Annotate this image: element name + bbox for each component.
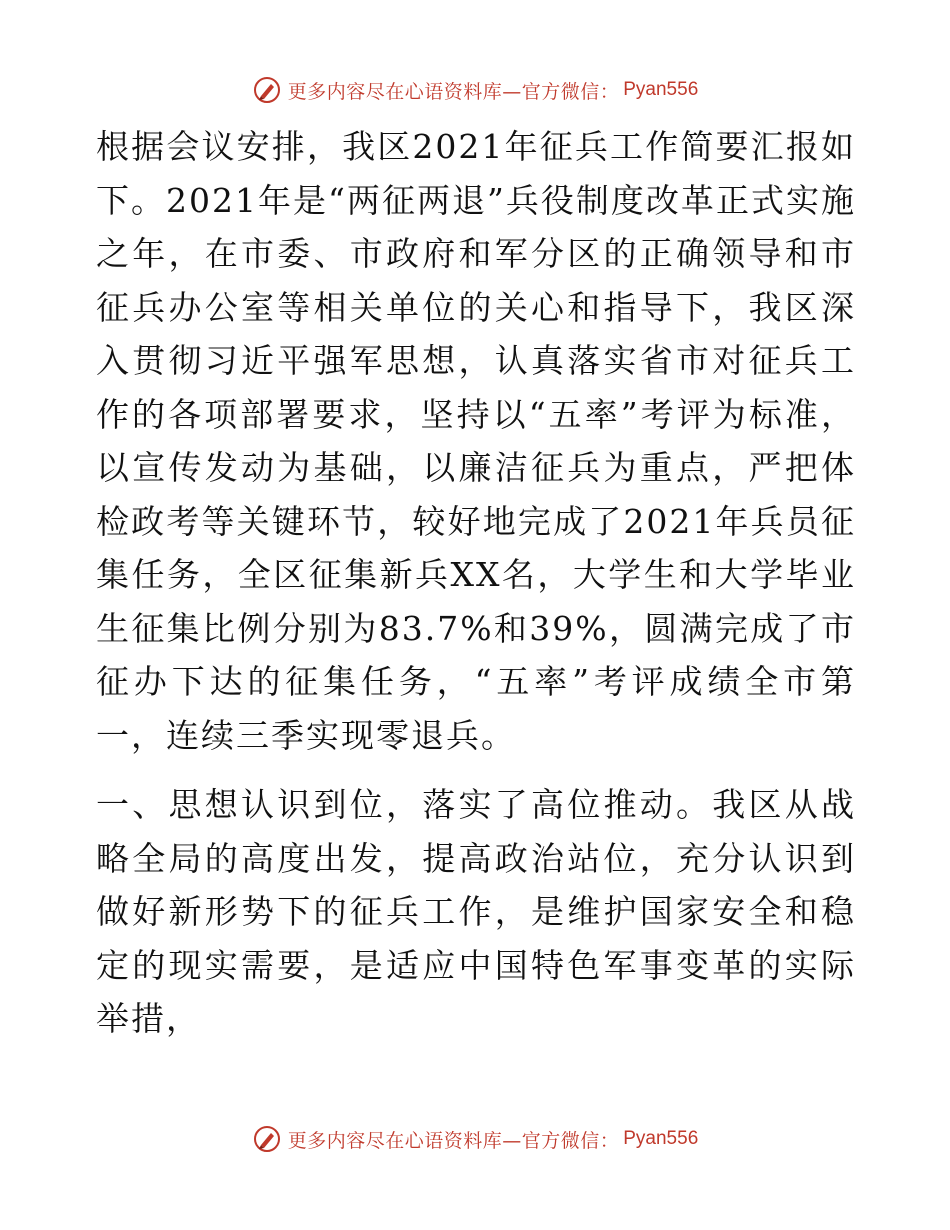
document-body — [96, 120, 856, 1046]
paragraph-intro: 根据会议安排，我区2021年征兵工作简要汇报如下。2021年是“两征两退”兵役制度改革正式实施之年，在市委、市政府和军分区的正确领导和市征兵办公室等相关单位的关心和指导下，我区深入贯彻习近平强军思想，认真落实省市对征兵工作的各项部署要求，坚持以“五率”考评为标准，以宣传发动为基础，以廉洁征兵为重点，严把体检政考等关键环节，较好地完成了2021年兵员征集任务，全区征集新兵XX名，大学生和大学毕业生征集比例分别为83.7%和39%，圆满完成了市征办下达的征集任务，“五率”考评成绩全市第一，连续三季实现零退兵。 — [96, 127, 856, 755]
watermark-text: 更多内容尽在心语资料库—官方微信： — [287, 80, 620, 103]
watermark-wechat-id: Pyan556 — [623, 1128, 699, 1149]
paragraph-section-one: 一、思想认识到位，落实了高位推动。我区从战略全局的高度出发，提高政治站位，充分认识到做好新形势下的征兵工作，是维护国家安全和稳定的现实需要，是适应中国特色军事变革的实际举措， — [96, 785, 856, 1038]
watermark-text: 更多内容尽在心语资料库—官方微信： — [287, 1129, 620, 1152]
pen-logo-icon — [252, 1124, 282, 1154]
footer-watermark — [0, 1121, 950, 1157]
watermark-wechat-id: Pyan556 — [623, 79, 699, 100]
header-watermark — [0, 72, 950, 108]
pen-logo-icon — [252, 75, 282, 105]
